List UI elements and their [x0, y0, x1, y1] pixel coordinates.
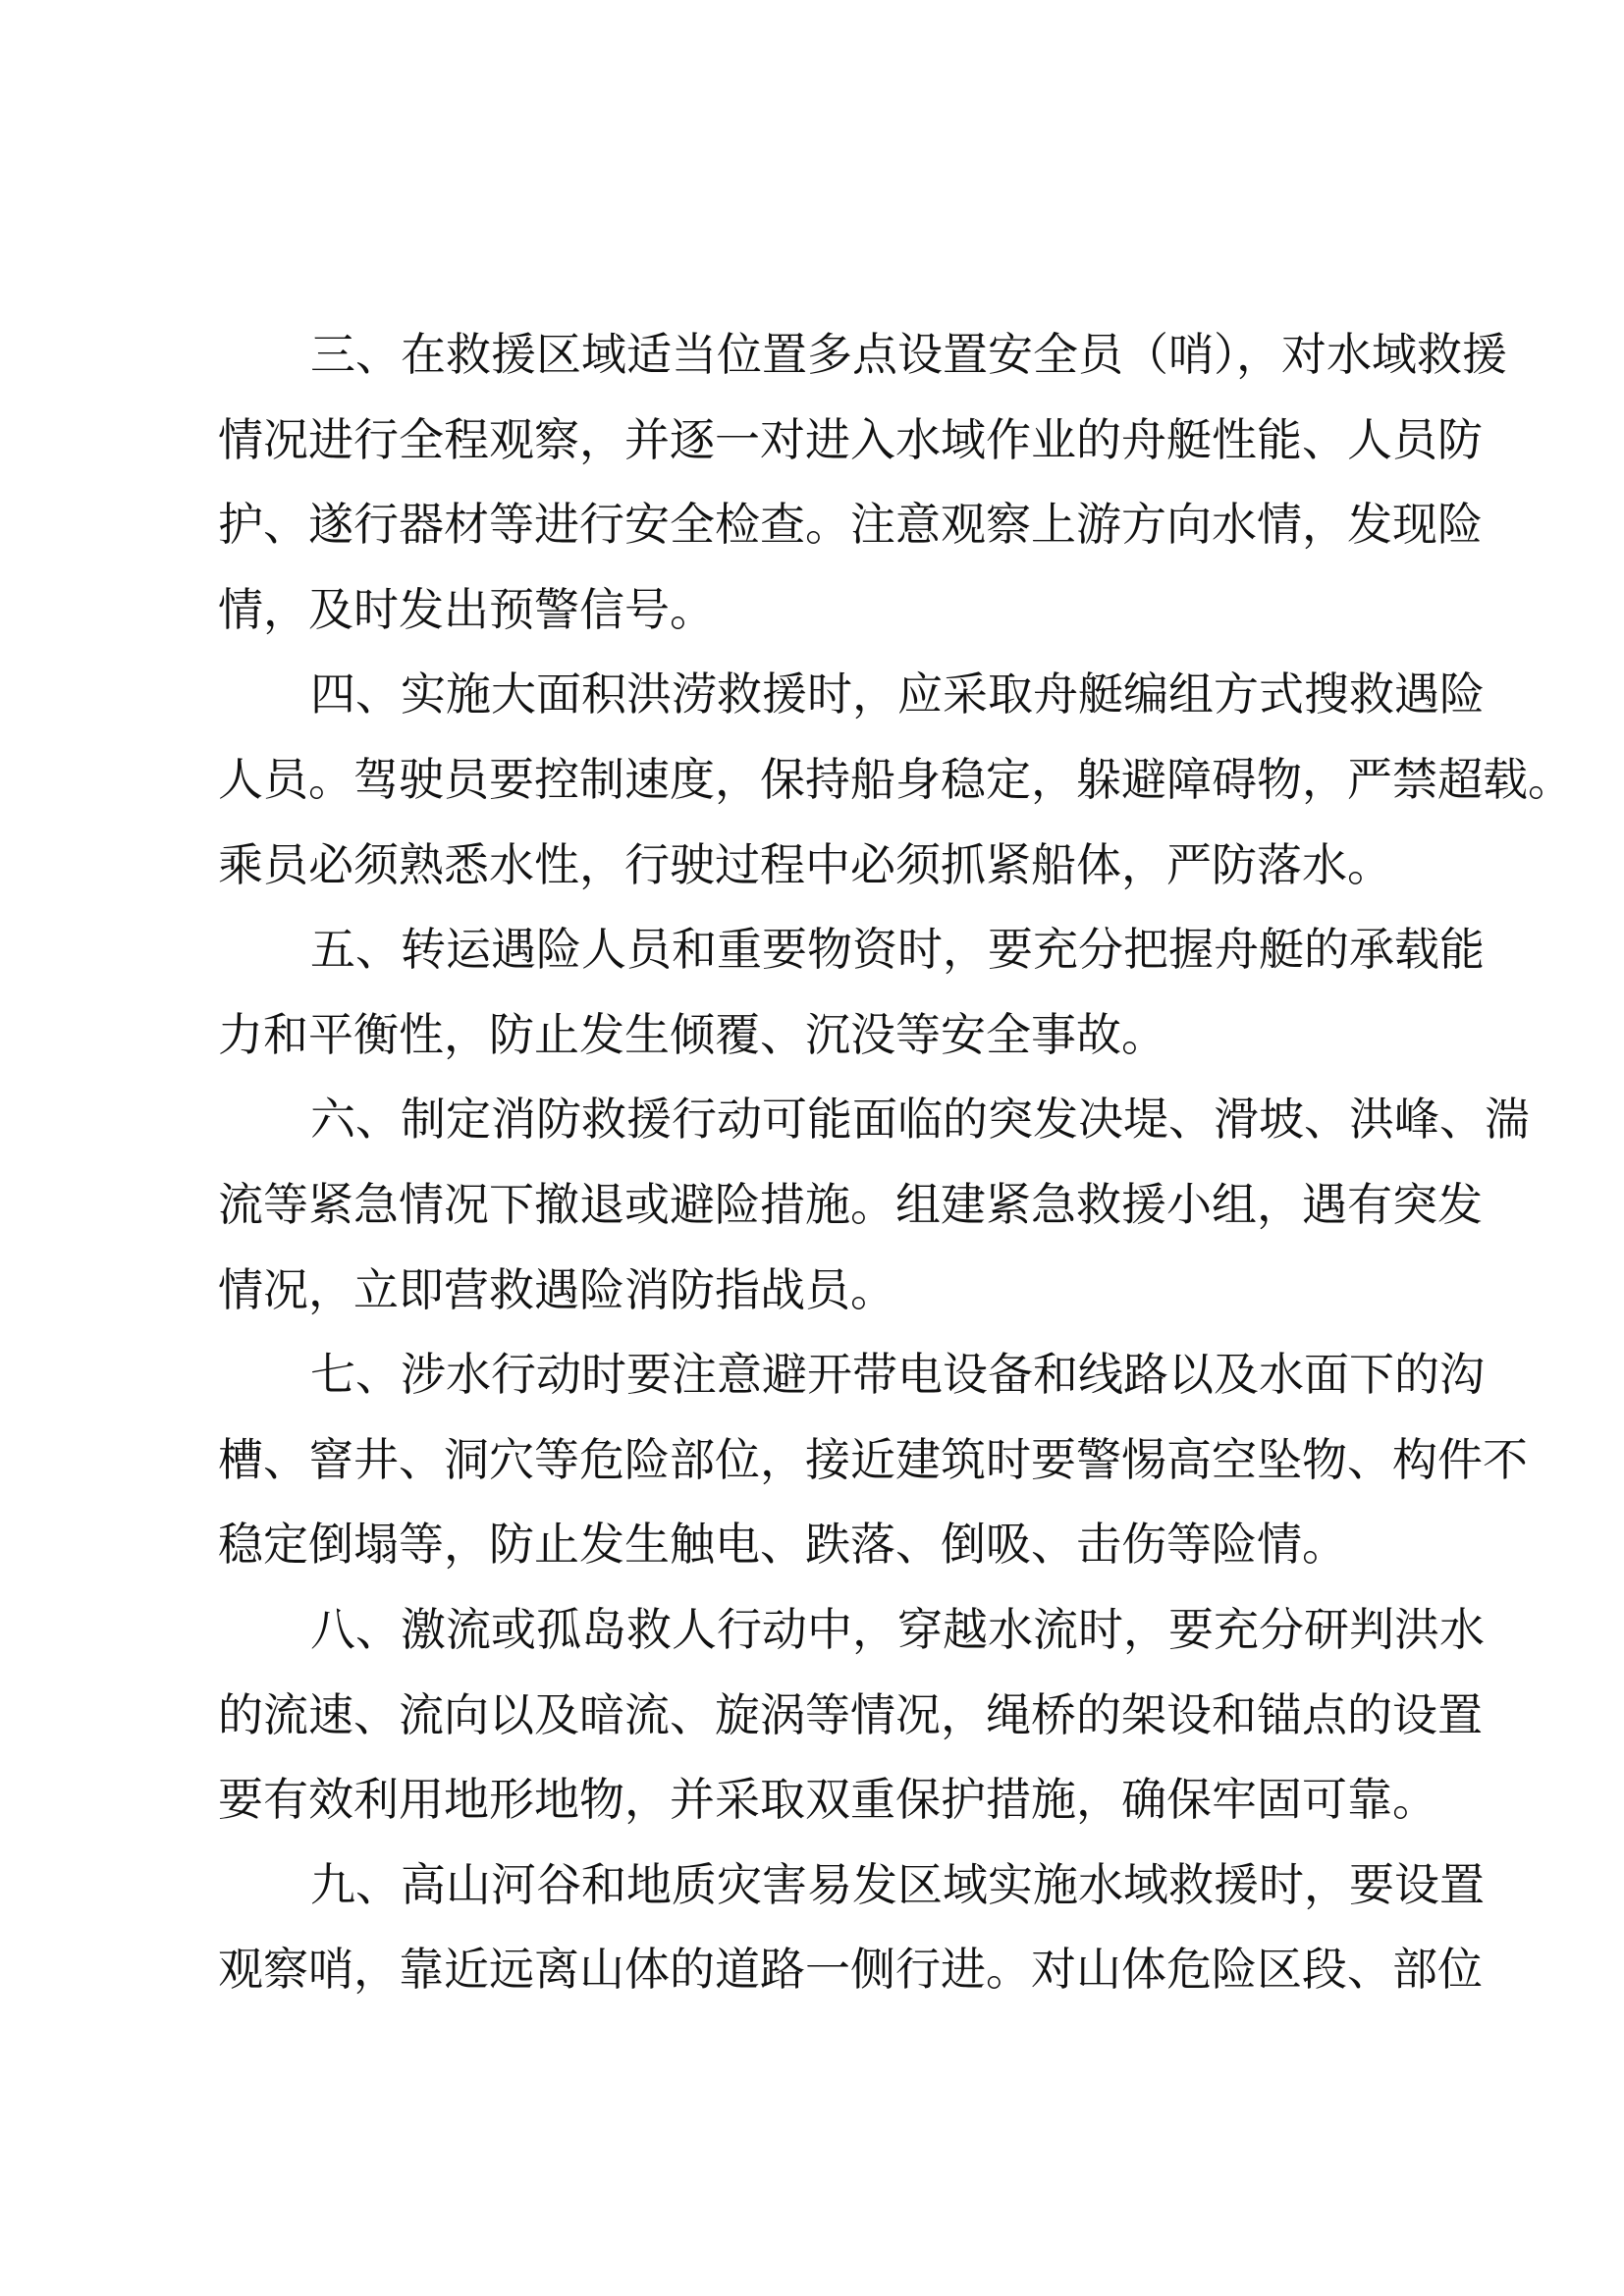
text-line: 要有效利用地形地物，并采取双重保护措施，确保牢固可靠。: [218, 1773, 1437, 1827]
text-line: 情况，立即营救遇险消防指战员。: [218, 1262, 895, 1316]
paragraph: [218, 907, 1485, 1077]
text-line: 力和平衡性，防止发生倾覆、沉没等安全事故。: [218, 1007, 1166, 1061]
paragraph: [218, 652, 1573, 907]
text-line: 四、实施大面积洪涝救援时，应采取舟艇编组方式搜救遇险: [310, 667, 1485, 721]
text-line: 情，及时发出预警信号。: [218, 582, 715, 636]
text-line: 槽、窨井、洞穴等危险部位，接近建筑时要警惕高空坠物、构件不: [218, 1432, 1528, 1486]
paragraph: [218, 1332, 1528, 1587]
text-line: 九、高山河谷和地质灾害易发区域实施水域救援时，要设置: [310, 1857, 1485, 1911]
text-line: 的流速、流向以及暗流、旋涡等情况，绳桥的架设和锚点的设置: [218, 1687, 1483, 1741]
text-line: 三、在救援区域适当位置多点设置安全员（哨），对水域救援: [310, 328, 1507, 381]
document-body: [218, 312, 1573, 2012]
paragraph: [218, 1077, 1530, 1332]
text-line: 观察哨，靠近远离山体的道路一侧行进。对山体危险区段、部位: [218, 1943, 1483, 1997]
text-line: 八、激流或孤岛救人行动中，穿越水流时，要充分研判洪水: [310, 1602, 1485, 1656]
paragraph: [218, 312, 1507, 652]
paragraph: [218, 1587, 1485, 1842]
text-line: 六、制定消防救援行动可能面临的突发决堤、滑坡、洪峰、湍: [310, 1093, 1530, 1147]
text-line: 乘员必须熟悉水性，行驶过程中必须抓紧船体，严防落水。: [218, 837, 1392, 891]
text-line: 稳定倒塌等，防止发生触电、跌落、倒吸、击伤等险情。: [218, 1518, 1347, 1572]
text-line: 护、遂行器材等进行安全检查。注意观察上游方向水情，发现险: [218, 498, 1483, 552]
text-line: 七、涉水行动时要注意避开带电设备和线路以及水面下的沟: [310, 1348, 1485, 1402]
text-line: 五、转运遇险人员和重要物资时，要充分把握舟艇的承载能: [310, 923, 1485, 977]
text-line: 人员。驾驶员要控制速度，保持船身稳定，躲避障碍物，严禁超载。: [218, 752, 1573, 806]
text-line: 流等紧急情况下撤退或避险措施。组建紧急救援小组，遇有突发: [218, 1177, 1483, 1231]
paragraph: [218, 1842, 1485, 2012]
text-line: 情况进行全程观察，并逐一对进入水域作业的舟艇性能、人员防: [218, 412, 1483, 466]
